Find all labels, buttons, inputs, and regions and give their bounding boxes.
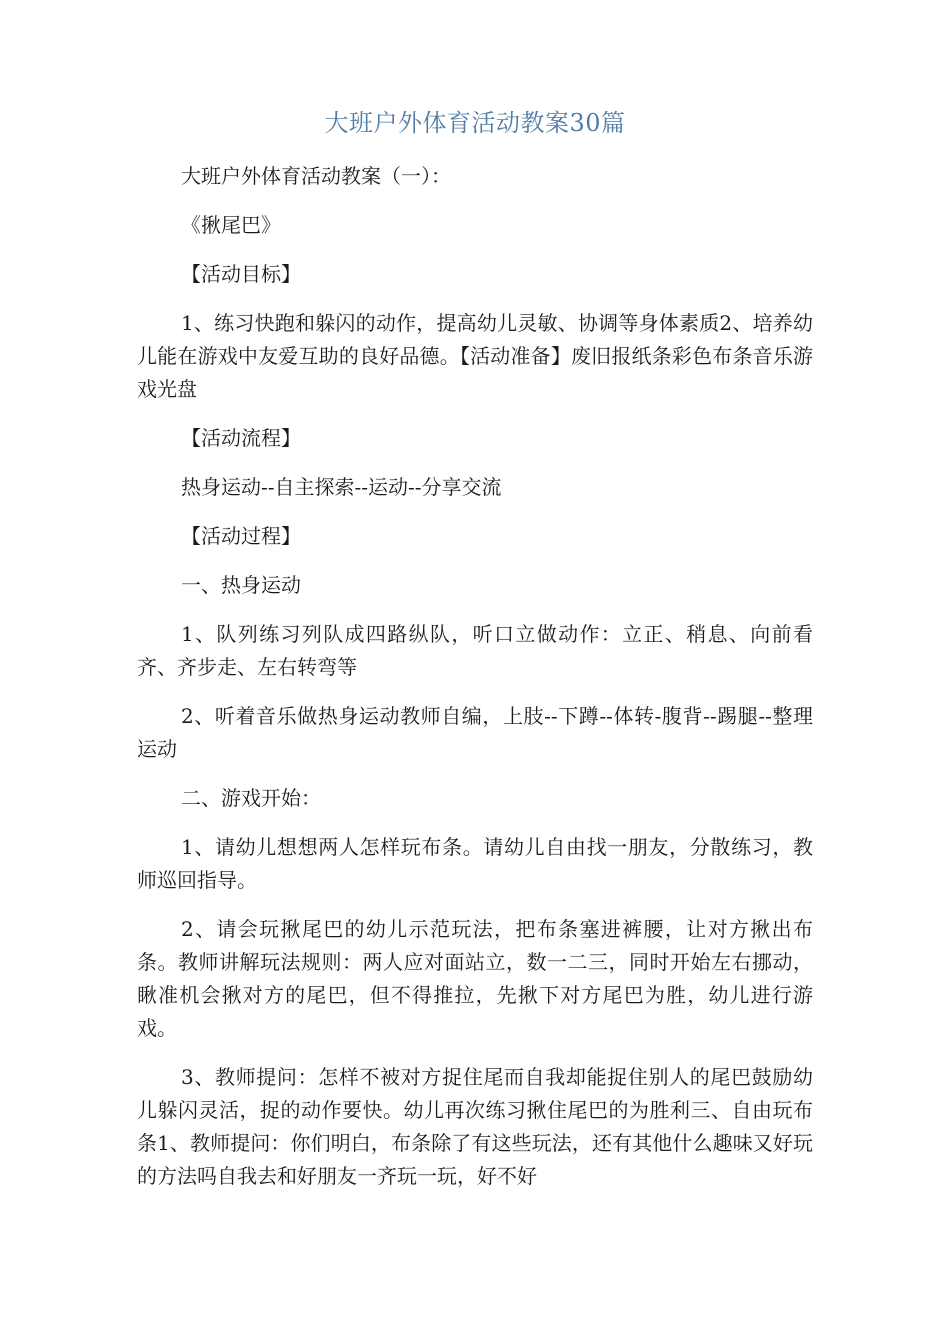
paragraph-warmup-1: 1、队列练习列队成四路纵队，听口立做动作：立正、稍息、向前看齐、齐步走、左右转弯等 <box>137 622 813 679</box>
paragraph-game-3: 3、教师提问：怎样不被对方捉住尾而自我却能捉住别人的尾巴鼓励幼儿躲闪灵活，捉的动作要快。幼儿再次练习揪住尾巴的为胜利三、自由玩布条1、教师提问：你们明白，布条除了有这些玩法，还有其他什么趣味又好玩的方法吗自我去和好朋友一齐玩一玩，好不好 <box>137 1065 813 1188</box>
step-heading-warmup: 一、热身运动 <box>181 573 301 597</box>
paragraph-goals: 1、练习快跑和躲闪的动作，提高幼儿灵敏、协调等身体素质2、培养幼儿能在游戏中友爱互助的良好品德。【活动准备】废旧报纸条彩色布条音乐游戏光盘 <box>137 311 813 401</box>
paragraph-game-1: 1、请幼儿想想两人怎样玩布条。请幼儿自由找一朋友，分散练习，教师巡回指导。 <box>137 835 813 892</box>
subheading-goals: 【活动目标】 <box>181 262 301 286</box>
paragraph-game-2: 2、请会玩揪尾巴的幼儿示范玩法，把布条塞进裤腰，让对方揪出布条。教师讲解玩法规则：两人应对面站立，数一二三，同时开始左右挪动，瞅准机会揪对方的尾巴，但不得推拉，先揪下对方尾巴为胜，幼儿进行游戏。 <box>137 917 813 1040</box>
section-heading: 大班户外体育活动教案（一）： <box>181 164 451 188</box>
step-heading-game: 二、游戏开始： <box>181 786 321 810</box>
paragraph-warmup-2: 2、听着音乐做热身运动教师自编，上肢--下蹲--体转-腹背--踢腿--整理运动 <box>137 704 813 761</box>
subheading-flow: 【活动流程】 <box>181 426 301 450</box>
paragraph-flow: 热身运动--自主探索--运动--分享交流 <box>181 475 502 499</box>
subheading-process: 【活动过程】 <box>181 524 301 548</box>
lesson-name: 《揪尾巴》 <box>181 213 281 237</box>
document-body <box>137 160 813 1193</box>
document-title: 大班户外体育活动教案30篇 <box>324 109 626 137</box>
